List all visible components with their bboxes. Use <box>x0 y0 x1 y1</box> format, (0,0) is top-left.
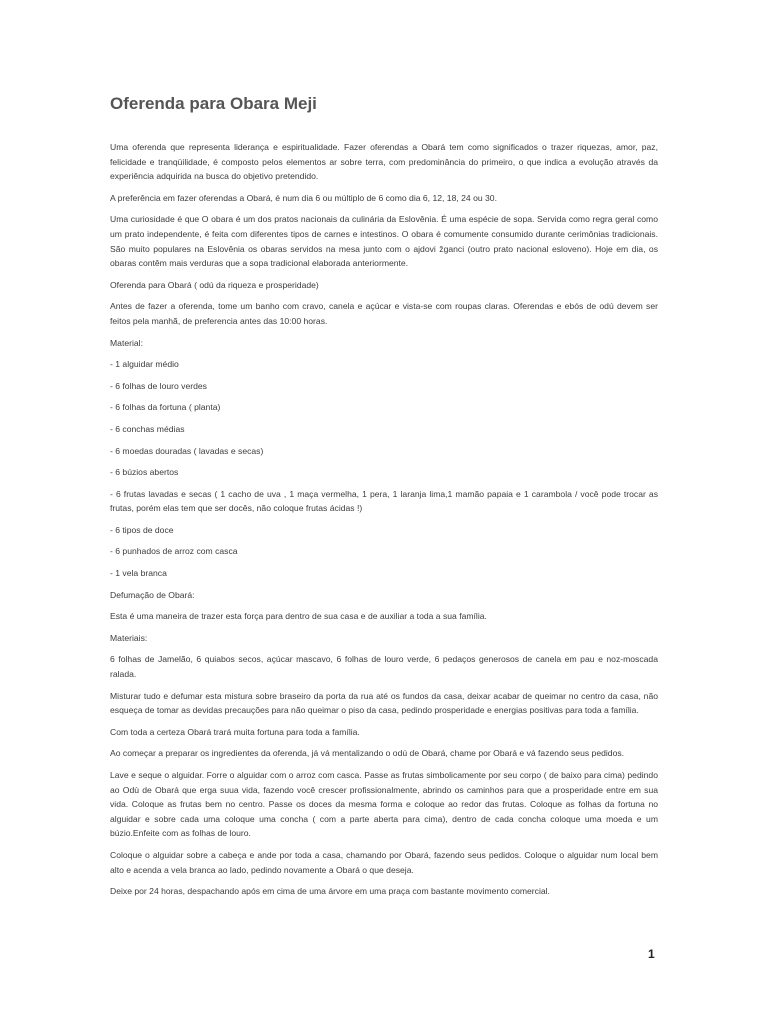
paragraph: Ao começar a preparar os ingredientes da oferenda, já vá mentalizando o odú de Obará, chame por Obará e vá fazendo seus pedidos. <box>110 748 625 759</box>
paragraph: - 6 moedas douradas ( lavadas e secas) <box>110 445 264 456</box>
paragraph: Com toda a certeza Obará trará muita fortuna para toda a família. <box>110 726 360 737</box>
paragraph: - 6 folhas de louro verdes <box>110 380 207 391</box>
paragraph: Deixe por 24 horas, despachando após em cima de uma árvore em uma praça com bastante movimento comercial. <box>110 886 550 897</box>
paragraph: - 6 tipos de doce <box>110 524 174 535</box>
paragraph: - 6 folhas da fortuna ( planta) <box>110 402 221 413</box>
document-title: Oferenda para Obara Meji <box>110 94 317 113</box>
paragraph: Antes de fazer a oferenda, tome um banho com cravo, canela e açúcar e vista-se com roupas claras. Oferendas e ebós de odú devem ser feitos pela manhã, de preferencia antes das 10:00 horas. <box>110 301 658 326</box>
document-page <box>110 92 658 906</box>
paragraph: Oferenda para Obará ( odú da riqueza e prosperidade) <box>110 279 319 290</box>
paragraph: - 6 conchas médias <box>110 423 185 434</box>
paragraph: Uma oferenda que representa liderança e espiritualidade. Fazer oferendas a Obará tem como significados o trazer riquezas, amor, paz, felicidade e tranqüilidade, é composto pelos elementos ar sobre terra, com predominância do primeiro, o que indica a evolução através da experiência adquirida na busca do objetivo pretendido. <box>110 142 658 182</box>
paragraph: - 6 punhados de arroz com casca <box>110 546 238 557</box>
paragraph: A preferência em fazer oferendas a Obará, é num dia 6 ou múltiplo de 6 como dia 6, 12, 18, 24 ou 30. <box>110 192 497 203</box>
paragraph: Lave e seque o alguidar. Forre o alguidar com o arroz com casca. Passe as frutas simbolicamente por seu corpo ( de baixo para cima) pedindo ao Odù de Obará que erga suua vida, fazendo você crescer profissionalmente, abrindo os caminhos para que a prosperidade entre em sua vida. Coloque as frutas bem no centro. Passe os doces da mesma forma e coloque ao redor das frutas. Coloque as folhas da fortuna no alguidar e sobre cada uma coloque uma concha ( com a parte aberta para cima), dentro de cada concha coloque uma moeda e um búzio.Enfeite com as folhas de louro. <box>110 770 658 839</box>
paragraph: - 1 alguidar médio <box>110 359 179 370</box>
paragraph: - 1 vela branca <box>110 568 167 579</box>
paragraph: - 6 frutas lavadas e secas ( 1 cacho de uva , 1 maça vermelha, 1 pera, 1 laranja lima,1 mamão papaia e 1 carambola / você pode trocar as frutas, porém elas tem que ser docês, não coloque frutas ácidas !) <box>110 488 658 514</box>
paragraph: Materiais: <box>110 632 148 643</box>
paragraph: Esta é uma maneira de trazer esta força para dentro de sua casa e de auxiliar a toda a sua família. <box>110 611 487 622</box>
paragraph: Uma curiosidade é que O obara é um dos pratos nacionais da culinária da Eslovênia. É uma espécie de sopa. Servida como regra geral como um prato independente, é feita com diferentes tipos de carnes e intestinos. O obara é comumente consumido durante cerimônias tradicionais. São muito populares na Eslovênia os obaras servidos na mesa junto com o ajdovi žganci (outro prato nacional esloveno). Hoje em dia, os obaras contêm mais verduras que a sopa tradicional elaborada anteriormente. <box>110 214 658 269</box>
paragraph: Defumação de Obará: <box>110 589 195 600</box>
paragraph: - 6 búzios abertos <box>110 467 179 478</box>
paragraph: 6 folhas de Jamelão, 6 quiabos secos, açúcar mascavo, 6 folhas de louro verde, 6 pedaços generosos de canela em pau e noz-moscada ralada. <box>110 654 658 680</box>
document-body <box>110 140 658 899</box>
paragraph: Material: <box>110 337 143 348</box>
paragraph: Misturar tudo e defumar esta mistura sobre braseiro da porta da rua até os fundos da casa, deixar acabar de queimar no centro da casa, não esqueça de tomar as devidas precauções para não queimar o piso da casa, pedindo prosperidade e energias positivas para toda a família. <box>110 690 658 716</box>
paragraph: Coloque o alguidar sobre a cabeça e ande por toda a casa, chamando por Obará, fazendo seus pedidos. Coloque o alguidar num local bem alto e acenda a vela branca ao lado, pedindo novamente a Obará o que deseja. <box>110 849 658 875</box>
page-number: 1 <box>648 947 655 961</box>
